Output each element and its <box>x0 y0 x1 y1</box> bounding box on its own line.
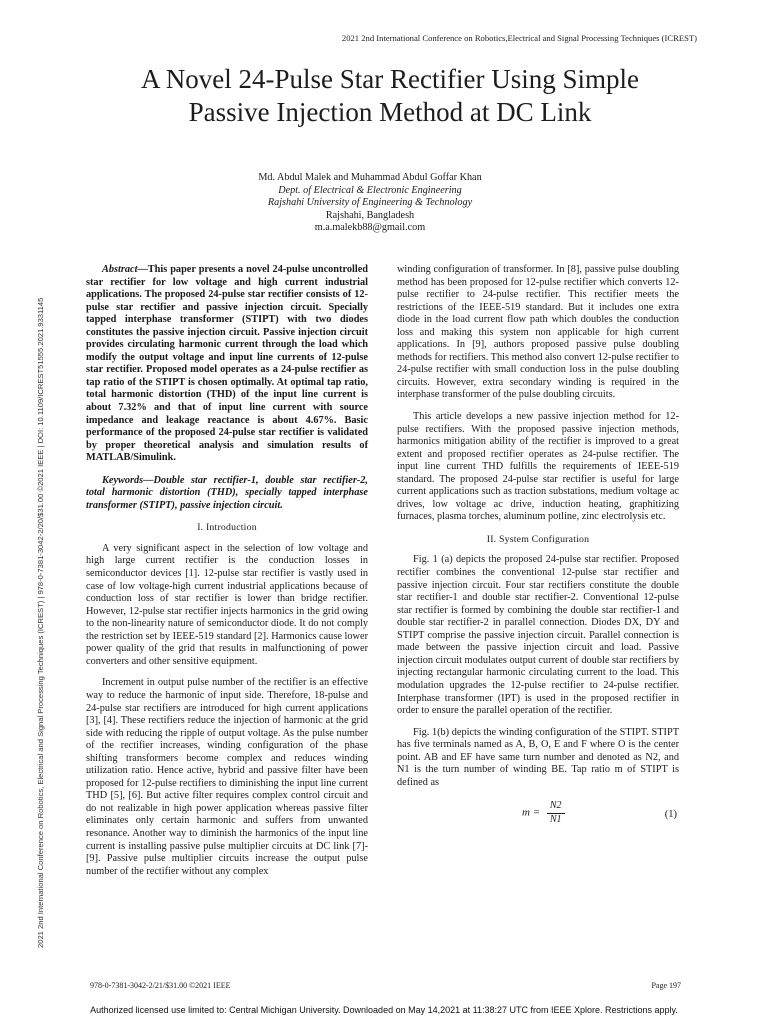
title-line-2: Passive Injection Method at DC Link <box>188 97 592 127</box>
right-paragraph-1: winding configuration of transformer. In [8], passive pulse doubling method has been proposed for 12-pulse rectifier which converts 12-pulse rectifier to 24-pulse rectifier. This rectifier meets the restrictions of the IEEE-519 standard. But it includes one extra diode in the load current flow path which doubles the conduction loss and making this system non applicable for high current applications. In [9], authors proposed passive pulse doubling methods for rectifiers. This method also convert 12-pulse rectifier to 24-pulse rectifier with small conduction loss in the pulse doubling circuits. However, extra secondary winding is required in the interphase transformer of the pulse doubling circuits. <box>397 264 679 401</box>
title-line-1: A Novel 24-Pulse Star Rectifier Using Simple <box>141 64 639 94</box>
footer-isbn: 978-0-7381-3042-2/21/$31.00 ©2021 IEEE <box>90 981 231 990</box>
equation-denominator: N1 <box>549 813 562 825</box>
abstract <box>86 264 368 465</box>
keywords <box>86 475 368 513</box>
section-heading-system-configuration: II. System Configuration <box>486 533 590 545</box>
author-names: Md. Abdul Malek and Muhammad Abdul Goffar Khan <box>258 172 482 183</box>
right-column <box>397 264 679 832</box>
equation-number: (1) <box>664 809 677 821</box>
equation-body <box>522 800 565 826</box>
system-paragraph-2: Fig. 1(b) depicts the winding configuration of the STIPT. STIPT has five terminals named as A, B, O, E and F where O is the center point. AB and EF have same turn number and denoted as N2, and N1 is the turn number of winding BE. Tap ratio m of STIPT is defined as <box>397 726 679 788</box>
author-university: Rajshahi University of Engineering & Technology <box>267 197 473 208</box>
footer-page-number: Page 197 <box>651 981 681 990</box>
equation-numerator: N2 <box>547 800 565 814</box>
equation-lhs: m = <box>522 806 541 819</box>
author-email: m.a.malekb88@gmail.com <box>314 222 426 233</box>
left-column <box>86 264 368 887</box>
author-block <box>200 172 540 235</box>
conference-header: 2021 2nd International Conference on Robotics,Electrical and Signal Processing Techniques (ICREST) <box>341 33 697 43</box>
equation-1 <box>397 798 679 832</box>
equation-fraction <box>547 800 565 826</box>
section-heading-introduction: I. Introduction <box>197 522 257 534</box>
keywords-text: —Double star rectifier-1, double star rectifier-2, total harmonic distortion (THD), specially tapped interphase transformer (STIPT), passive injection circuit. <box>86 474 368 511</box>
intro-paragraph-1: A very significant aspect in the selection of low voltage and high large current rectifier is the conduction losses in semiconductor devices [1]. 12-pulse star rectifier is vastly used in case of low voltage-high current industrial applications because of conduction loss of star rectifier is lower than bridge rectifier. However, 12-pulse star rectifier injects harmonics in the grid owing to the non-linearity nature of semiconductor diode. It do not comply the restriction set by IEEE-519 standard [2]. Harmonics cause lower power quality of the grid that results in malfunctioning of power converters and other sensitive equipment. <box>86 542 368 667</box>
keywords-lead: Keywords <box>102 474 144 486</box>
author-department: Dept. of Electrical & Electronic Engineering <box>278 184 462 196</box>
abstract-lead: Abstract <box>102 264 138 275</box>
system-paragraph-1: Fig. 1 (a) depicts the proposed 24-pulse star rectifier. Proposed rectifier combines the conventional 12-pulse star rectifier and passive injection circuit. Four star rectifiers constitute the double star rectifier-1 and double star rectifier-2. Conventional 12-pulse star rectifier is formed by combining the double star rectifier-1 and double star rectifier-2 in parallel connection. Diodes DX, DY and STIPT comprise the passive injection circuit. Parallel connection is made between the passive injection circuit and load. Passive injection circuit modulates output current of double star rectifiers by injecting rectangular harmonic circulating current to the load. This modulation upgrades the 12-pulse rectifier to 24-pulse rectifier. Interphase transformer (IPT) is used in the proposed rectifier in order to ensure the parallel operation of the rectifier. <box>397 554 679 717</box>
doi-side-strip: 2021 2nd International Conference on Robotics, Electrical and Signal Processing Techniques (ICREST) | 978-0-7381-3042-2/20/$31.00 ©2021 IEEE | DOI: 10.1109/ICREST51555.2021.9331145 <box>36 297 45 948</box>
authorized-use-notice: Authorized licensed use limited to: Central Michigan University. Downloaded on May 14,2021 at 11:38:27 UTC from IEEE Xplore. Restrictions apply. <box>90 1005 678 1015</box>
abstract-text: —This paper presents a novel 24-pulse uncontrolled star rectifier for low voltage and high current industrial applications. The proposed 24-pulse star rectifier consists of 12-pulse star rectifier and passive injection circuit. Specially tapped interphase transformer (STIPT) with two diodes constitutes the passive injection circuit. Passive injection circuit provides circulating harmonic current through the load which modify the output voltage and input line currents of 12-pulse star rectifier. Proposed model operates as a 24-pulse rectifier as tap ratio of the STIPT is chosen optimally. At optimal tap ratio, total harmonic distortion (THD) of the input line current is about 7.32% and that of input line current with source impedance and leakage reactance is about 4.67%. Basic performance of the proposed 24-pulse star rectifier is validated by proper theoretical analysis and simulation results of MATLAB/Simulink. <box>86 264 368 464</box>
author-location: Rajshahi, Bangladesh <box>325 209 415 221</box>
intro-paragraph-2: Increment in output pulse number of the rectifier is an effective way to reduce the harmonic of input side. Therefore, 18-pulse and 24-pulse star rectifiers are introduced for high current applications [3], [4]. These rectifiers reduce the injection of harmonic at the grid side with reducing the ripple of output voltage. As the pulse number of the rectifier increases, winding configuration of the phase shifting transformers become complex and reduces winding utilization ratio. Hence active, hybrid and passive filter have been proposed for 12-pulse rectifiers to diminishing the input line current THD [5], [6]. But active filter requires complex control circuit and do not realizable in high power application whereas passive filter eliminates only certain harmonic and suffers from unwanted resonance. Another way to diminish the harmonics of the input line current is installing passive pulse multiplier circuits at DC link [7]-[9]. Passive pulse multiplier circuits increase the output pulse number of the rectifier without any complex <box>86 677 368 877</box>
paper-title <box>90 63 690 129</box>
right-paragraph-2: This article develops a new passive injection method for 12-pulse rectifiers. With the proposed passive injection methods, harmonics mitigation ability of the rectifier is improved to a great extent and proposed rectifier operates as 24-pulse rectifier. The input line current THD fulfills the requirements of IEEE-519 standard. The proposed 24-pulse star rectifier is useful for large current applications such as traction substations, medium voltage ac drives, low voltage ac drive, induction heating, graphitizing furnaces, plasma torches, aluminum potline, zinc electrolysis etc. <box>397 411 679 523</box>
